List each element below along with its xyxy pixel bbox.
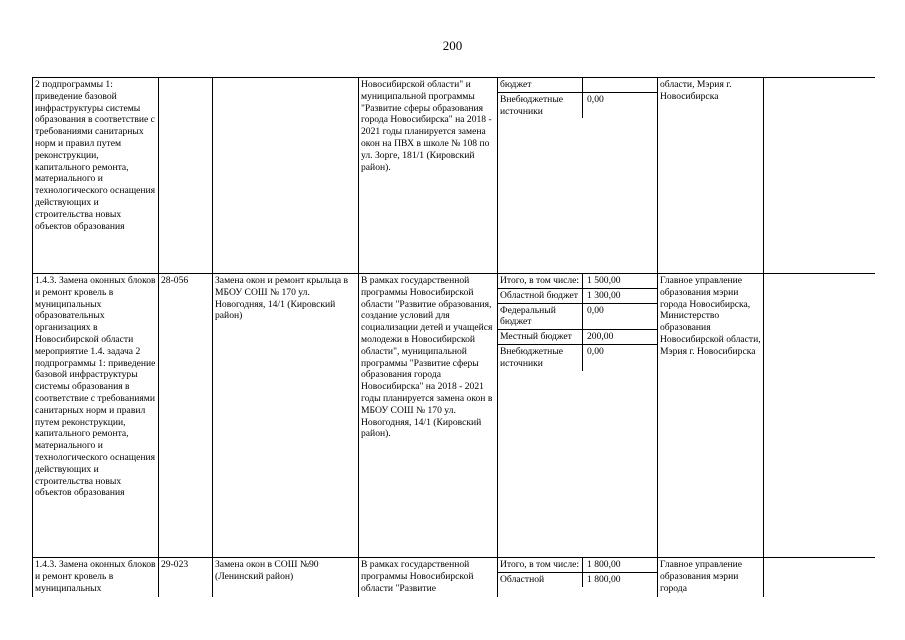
- financing-source: Итого, в том числе:: [498, 558, 583, 572]
- financing-cell: [498, 274, 658, 558]
- executor-cell: Главное управление образования мэрии города Новосибирска, Министерство образования Новосибирской области, Мэрия г. Новосибирска: [658, 274, 764, 558]
- financing-source: Областной бюджет: [498, 288, 583, 303]
- page-number: 200: [442, 38, 463, 53]
- financing-source: Итого, в том числе:: [498, 274, 583, 288]
- empty-cell: [764, 558, 876, 598]
- financing-row: [498, 274, 657, 288]
- description-cell: В рамках государственной программы Новосибирской области "Развитие: [359, 558, 498, 598]
- table-row: [33, 78, 876, 274]
- financing-row: [498, 330, 657, 345]
- description-cell: В рамках государственной программы Новосибирской области "Развитие образования, создание условий для социализации детей и учащейся молодежи в Новосибирской области", муниципальной программы "Развитие сферы образования города Новосибирска" на 2018 - 2021 годы планируется замена окон в МБОУ СОШ № 170 ул. Новогодняя, 14/1 (Кировский район).: [359, 274, 498, 558]
- financing-value: 0,00: [583, 303, 658, 330]
- event-cell: 1.4.3. Замена оконных блоков и ремонт кровель в муниципальных образовательных организациях в Новосибирской области мероприятие 1.4. задача 2 подпрограммы 1: приведение базовой инфраструктуры системы образования в соответствие с требованиями санитарных норм и правил путем реконструкции, капитального ремонта, материального и технологического оснащения действующих и строительства новых объектов образования: [33, 274, 159, 558]
- financing-value: 1 500,00: [587, 275, 621, 286]
- financing-value: 200,00: [583, 330, 658, 345]
- financing-row: [498, 288, 657, 303]
- financing-value: 1 800,00: [587, 559, 621, 570]
- program-table: [32, 77, 875, 597]
- financing-table: [498, 78, 657, 118]
- financing-table: [498, 274, 657, 371]
- financing-source: Областной: [498, 572, 583, 586]
- object-cell: Замена окон в СОШ №90 (Ленинский район): [213, 558, 359, 598]
- financing-cell: [498, 78, 658, 274]
- table-row: [33, 274, 876, 558]
- financing-row: [498, 558, 657, 572]
- document-sheet: [32, 77, 875, 597]
- executor-cell: области, Мэрия г. Новосибирска: [658, 78, 764, 274]
- empty-cell: [764, 274, 876, 558]
- financing-value: 1 300,00: [583, 288, 658, 303]
- financing-value: 0,00: [583, 344, 658, 370]
- table-row: [33, 558, 876, 598]
- financing-value: [583, 78, 658, 92]
- financing-source: Федеральный бюджет: [498, 303, 583, 330]
- code-cell: 29-023: [159, 558, 213, 598]
- executor-cell: Главное управление образования мэрии города: [658, 558, 764, 598]
- financing-row: [498, 303, 657, 330]
- financing-row: [498, 92, 657, 118]
- financing-row: [498, 78, 657, 92]
- financing-source: Внебюджетные источники: [498, 344, 583, 370]
- object-cell: [213, 78, 359, 274]
- empty-cell: [764, 78, 876, 274]
- financing-row: [498, 344, 657, 370]
- financing-source: Местный бюджет: [498, 330, 583, 345]
- code-cell: 28-056: [159, 274, 213, 558]
- event-cell: 1.4.3. Замена оконных блоков и ремонт кровель в муниципальных: [33, 558, 159, 598]
- financing-cell: [498, 558, 658, 598]
- event-cell: 2 подпрограммы 1: приведение базовой инфраструктуры системы образования в соответствие с требованиями санитарных норм и правил путем реконструкции, капитального ремонта, материального и технологического оснащения действующих и строительства новых объектов образования: [33, 78, 159, 274]
- description-cell: Новосибирской области" и муниципальной программы "Развитие сферы образования города Новосибирска" на 2018 - 2021 годы планируется замена окон на ПВХ в школе № 108 по ул. Зорге, 181/1 (Кировский район).: [359, 78, 498, 274]
- financing-source: бюджет: [498, 78, 583, 92]
- financing-table: [498, 558, 657, 587]
- object-cell: Замена окон и ремонт крыльца в МБОУ СОШ № 170 ул. Новогодняя, 14/1 (Кировский район): [213, 274, 359, 558]
- financing-value: 0,00: [583, 92, 658, 118]
- code-cell: [159, 78, 213, 274]
- financing-row: [498, 572, 657, 586]
- financing-value: 1 800,00: [583, 572, 658, 586]
- financing-source: Внебюджетные источники: [498, 92, 583, 118]
